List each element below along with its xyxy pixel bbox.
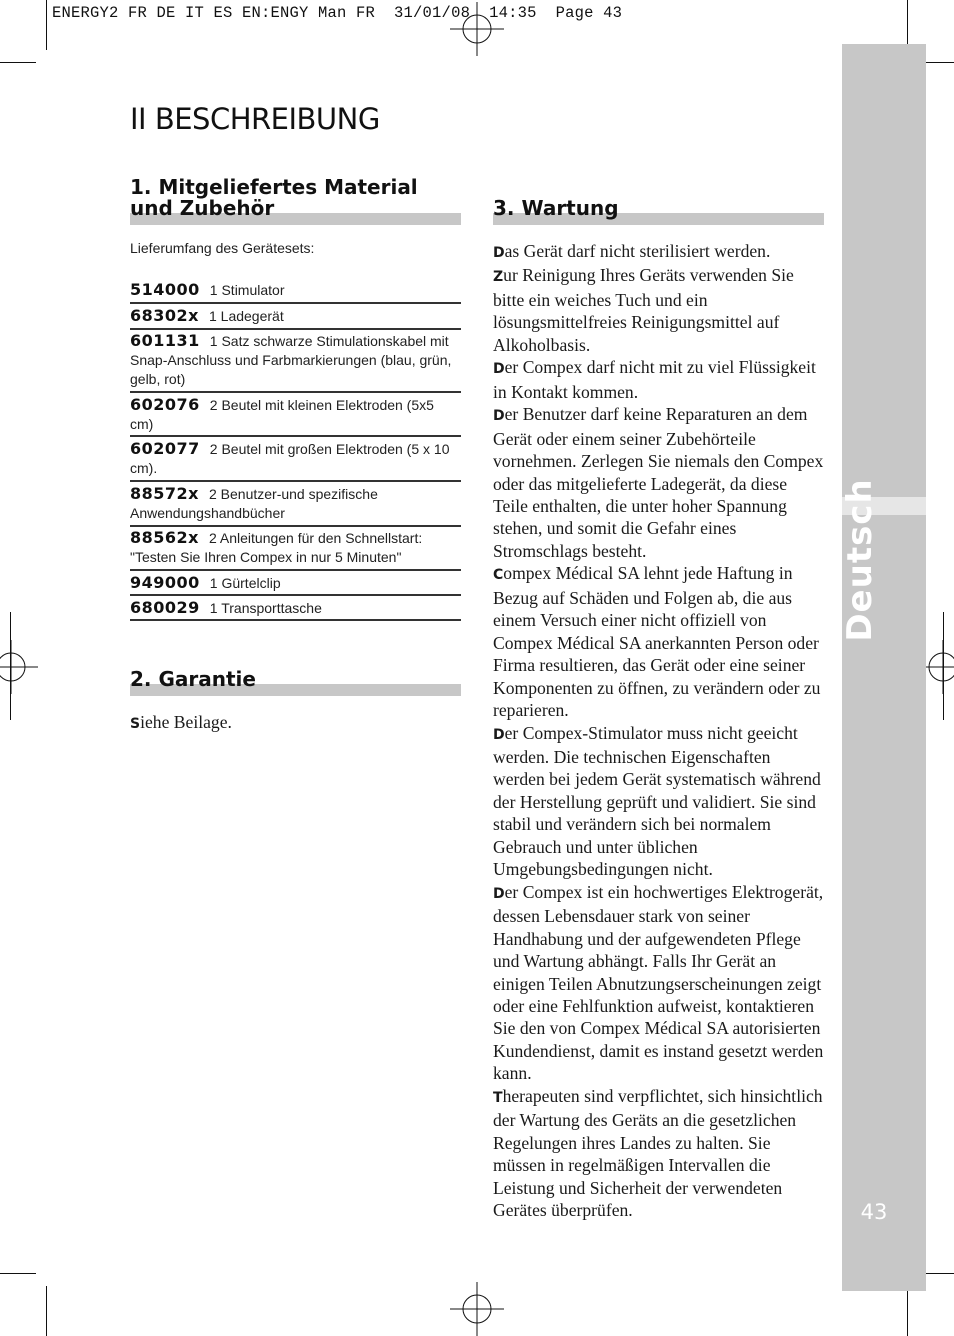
drop-initial: D xyxy=(493,885,505,902)
drop-initial: D xyxy=(493,361,505,378)
drop-initial: C xyxy=(493,567,504,584)
paragraph xyxy=(493,562,824,721)
item-desc: 2 Benutzer-und spezifische Anwendungshandbücher xyxy=(130,486,378,521)
item-code: 68302x xyxy=(130,306,199,325)
item-desc: 1 Stimulator xyxy=(209,282,285,298)
garantie-text xyxy=(130,711,461,735)
section-heading-garantie: 2. Garantie xyxy=(130,667,256,691)
section-heading-material: 1. Mitgeliefertes Material und Zubehör xyxy=(130,175,418,220)
paragraph-text: er Benutzer darf keine Reparaturen an dem Gerät oder einem seiner Zubehörteile vornehmen. Zerlegen Sie niemals den Compex oder das mitgelieferte Ladegerät, da diese Teile enthalten, die unter hoher Spannung stehen, und somit die Gefahr eines Stromschlags besteht. xyxy=(493,404,824,561)
sidebar-language-label: Deutsch xyxy=(840,478,880,642)
drop-initial: T xyxy=(493,1089,503,1106)
page-number: 43 xyxy=(860,1200,888,1224)
material-item xyxy=(130,306,461,326)
paragraph-text: iehe Beilage. xyxy=(140,712,232,732)
material-item xyxy=(130,484,461,523)
paragraph-text: er Compex darf nicht mit zu viel Flüssigkeit in Kontakt kommen. xyxy=(493,357,816,402)
paragraph xyxy=(493,722,824,881)
language-sidebar xyxy=(842,44,926,1291)
table-rule xyxy=(130,594,461,596)
print-slug: ENERGY2 FR DE IT ES EN:ENGY Man FR 31/01/08 14:35 Page 43 xyxy=(52,4,623,22)
section-heading-wartung: 3. Wartung xyxy=(493,196,619,220)
item-code: 601131 xyxy=(130,331,200,350)
item-desc: 2 Anleitungen für den Schnellstart: "Testen Sie Ihren Compex in nur 5 Minuten" xyxy=(130,530,423,565)
material-item xyxy=(130,439,461,478)
page-title: II BESCHREIBUNG xyxy=(130,102,380,136)
material-intro: Lieferumfang des Gerätesets: xyxy=(130,240,315,256)
drop-initial: D xyxy=(493,408,505,425)
table-rule xyxy=(130,619,461,621)
material-item xyxy=(130,280,461,300)
table-rule xyxy=(130,391,461,393)
paragraph-text: ur Reinigung Ihres Geräts verwenden Sie bitte ein weiches Tuch und ein lösungsmittelfreies Reinigungsmittel auf Alkoholbasis. xyxy=(493,265,794,355)
paragraph-text: er Compex ist ein hochwertiges Elektrogerät, dessen Lebensdauer stark von seiner Handhabung und der aufgewendeten Pflege und Wartung abhängt. Falls Ihr Gerät an einigen Teilen Abnutzungserscheinungen zeigt oder eine Fehlfunktion aufweist, kontaktieren Sie den von Compex Médical SA autorisierten Kundendienst, damit es instand gesetzt werden kann. xyxy=(493,881,824,1084)
registration-mark-bottom xyxy=(450,1282,504,1336)
crop-mark-tr-v xyxy=(907,0,908,50)
item-code: 514000 xyxy=(130,280,200,299)
material-item xyxy=(130,395,461,434)
table-rule xyxy=(130,435,461,437)
paragraph xyxy=(493,356,824,403)
material-item xyxy=(130,528,461,567)
drop-initial: Z xyxy=(493,269,504,286)
crop-mark-br-v xyxy=(907,1286,908,1336)
table-rule xyxy=(130,569,461,571)
table-rule xyxy=(130,302,461,304)
paragraph xyxy=(493,881,824,1085)
item-code: 949000 xyxy=(130,573,200,592)
item-desc: 2 Beutel mit großen Elektroden (5 x 10 cm). xyxy=(130,441,450,476)
material-item xyxy=(130,331,461,389)
item-code: 602076 xyxy=(130,395,200,414)
paragraph xyxy=(493,240,824,264)
wartung-text xyxy=(493,240,824,1221)
registration-line-left xyxy=(10,612,11,720)
item-code: 680029 xyxy=(130,598,200,617)
item-code: 602077 xyxy=(130,439,200,458)
crop-mark-bl-v xyxy=(46,1286,47,1336)
paragraph xyxy=(493,403,824,562)
paragraph xyxy=(493,264,824,356)
item-code: 88562x xyxy=(130,528,199,547)
item-desc: 1 Ladegerät xyxy=(208,308,284,324)
item-desc: 1 Gürtelclip xyxy=(209,575,281,591)
drop-initial: D xyxy=(493,245,505,261)
crop-mark-tl-v xyxy=(46,0,47,50)
item-desc: 1 Transporttasche xyxy=(209,600,322,616)
item-desc: 2 Beutel mit kleinen Elektroden (5x5 cm) xyxy=(130,397,434,432)
registration-line-right xyxy=(943,612,944,720)
table-rule xyxy=(130,525,461,527)
paragraph xyxy=(493,1085,824,1222)
registration-mark-left xyxy=(0,640,38,694)
material-item xyxy=(130,598,461,618)
drop-initial: D xyxy=(493,726,505,743)
drop-initial: S xyxy=(130,716,141,732)
item-desc: 1 Satz schwarze Stimulationskabel mit Snap-Anschluss und Farbmarkierungen (blau, grün, gelb, rot) xyxy=(130,333,452,387)
registration-mark-top xyxy=(450,2,504,56)
paragraph-text: as Gerät darf nicht sterilisiert werden. xyxy=(504,241,771,261)
item-code: 88572x xyxy=(130,484,199,503)
paragraph-text: ompex Médical SA lehnt jede Haftung in Bezug auf Schäden und Folgen ab, die aus einem Versuch einer nicht offiziell von Compex Médical SA anerkannten Person oder Firma resultieren, das Gerät oder eine seiner Komponenten zu öffnen, zu verändern oder zu reparieren. xyxy=(493,563,821,721)
table-rule xyxy=(130,480,461,482)
paragraph-text: herapeuten sind verpflichtet, sich hinsichtlich der Wartung des Geräts an die gesetzlichen Regelungen ihres Landes zu halten. Sie müssen in regelmäßigen Intervallen die Leistung und Sicherheit der verwendeten Gerätes überprüfen. xyxy=(493,1085,823,1221)
crop-mark-tl-h xyxy=(0,62,36,63)
crop-mark-bl-h xyxy=(0,1273,36,1274)
paragraph-text: er Compex-Stimulator muss nicht geeicht werden. Die technischen Eigenschaften werden bei jedem Gerät systematisch während der Herstellung geprüft und validiert. Sie sind stabil und verändern sich bei normalem Gebrauch und unter üblichen Umgebungsbedingungen nicht. xyxy=(493,722,821,880)
material-item xyxy=(130,573,461,593)
table-rule xyxy=(130,328,461,330)
